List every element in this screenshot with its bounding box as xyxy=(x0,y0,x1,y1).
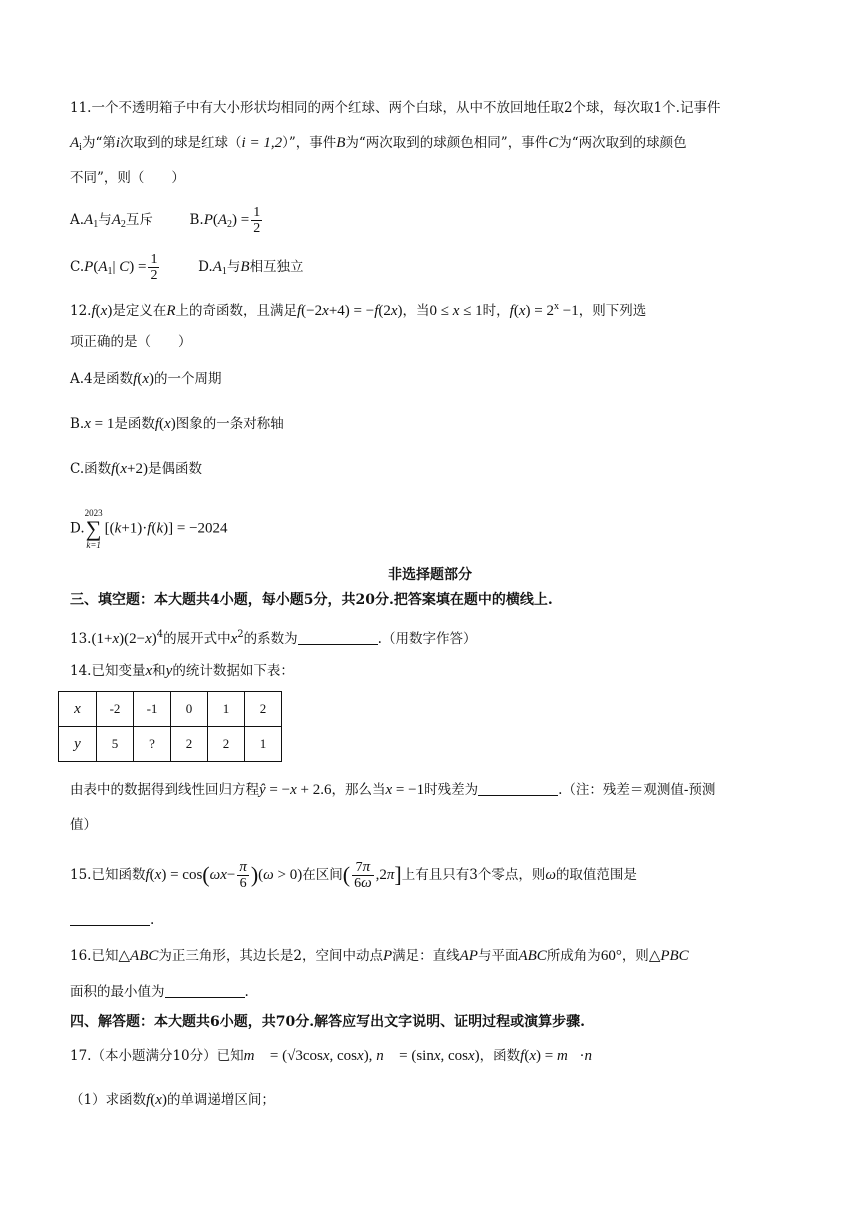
q11-line2: $A_i$为“第i次取到的球是红球（i = 1,2）”，事件B为“两次取到的球颜色相同”，事件C为“两次取到的球颜色 xyxy=(70,135,687,153)
q14-line3: 值） xyxy=(70,817,97,833)
q14-answer-blank[interactable] xyxy=(478,781,558,796)
q15-answer-blank[interactable] xyxy=(70,911,150,926)
q12-option-b: B.x = 1是函数f(x)图象的一条对称轴 xyxy=(70,416,284,432)
q12-line1: 12.f(x)是定义在R上的奇函数，且满足f(−2x+4) = −f(2x)，当0 ≤ x ≤ 1时，$f(x) = 2^x -1$，则下列选 xyxy=(70,301,647,319)
table-cell: ? xyxy=(134,727,171,762)
q11-line1: 11.一个不透明箱子中有大小形状均相同的两个红球、两个白球，从中不放回地任取2个球，每次取1个.记事件 xyxy=(70,100,721,116)
table-header-x: x xyxy=(59,692,97,727)
q15-line2: . xyxy=(70,910,800,930)
section-nonchoice-heading: 非选择题部分 xyxy=(388,567,472,583)
q11-options-ab: $A.A_1$与$A_2$互斥 $B.P(A_2)$ = $\frac{1}{2}$ xyxy=(70,205,261,236)
table-cell: -2 xyxy=(97,692,134,727)
table-row-x xyxy=(59,692,282,727)
q16-answer-blank[interactable] xyxy=(165,983,245,998)
q12-option-a: A.4是函数f(x)的一个周期 xyxy=(70,371,222,387)
q12-option-c: C.函数f(x+2)是偶函数 xyxy=(70,461,202,477)
q17-line1: 17.（本小题满分10分）已知m⃗ = (√3cosx, cosx), n⃗ = (sinx, cosx)，函数f(x) = m⃗·n⃗ xyxy=(70,1048,604,1064)
q16-line2: 面积的最小值为 . xyxy=(70,984,249,1000)
q12-option-d: D. 2023 ∑ k=1 [(k+1)·f(k)] = −2024 xyxy=(70,508,228,550)
q17-part1: （1）求函数f(x)的单调递增区间； xyxy=(70,1092,275,1108)
table-cell: 2 xyxy=(245,692,282,727)
q14-line1: 14.已知变量x和y的统计数据如下表： xyxy=(70,663,294,679)
q13-line: $13.(1+x)(2-x)^4$的展开式中$x^2$的系数为 .（用数字作答） xyxy=(70,629,477,647)
table-cell: 1 xyxy=(208,692,245,727)
table-cell: 5 xyxy=(97,727,134,762)
q14-data-table xyxy=(58,691,282,762)
q12-line2: 项正确的是（ ） xyxy=(70,334,192,350)
q14-line2: 由表中的数据得到线性回归方程ŷ = −x + 2.6，那么当x = −1时残差为 .（注：残差＝观测值-预测 xyxy=(70,782,716,798)
q11-options-cd: $C.P(A_1|$ C) = $\frac{1}{2}$ $D.A_1$与B相互独立 xyxy=(70,252,304,283)
summation-sign: 2023 ∑ k=1 xyxy=(84,508,103,550)
q11-line3: 不同”，则（ ） xyxy=(70,170,185,186)
table-cell: 0 xyxy=(171,692,208,727)
half-fraction: $\frac{1}{2}$ xyxy=(253,205,261,236)
table-row-y xyxy=(59,727,282,762)
pi-over-6-fraction: $\frac{\pi}{6}$ xyxy=(239,859,247,891)
q13-answer-blank[interactable] xyxy=(298,630,378,645)
section3-heading: 三、填空题：本大题共4小题，每小题5分，共20分.把答案填在题中的横线上. xyxy=(70,592,553,608)
table-cell: 1 xyxy=(245,727,282,762)
q16-line1: 16.已知△ABC为正三角形，其边长是2，空间中动点P满足：直线AP与平面ABC所成角为60°，则△PBC xyxy=(70,948,689,964)
q15-line1: 15.已知函数f(x) = cos(ωx− $\frac{\pi}{6}$ )(ω > 0)在区间( $\frac{7\pi}{6\omega}$ ,2π]上有且只有3个零点，则ω的取值范围是 xyxy=(70,859,637,891)
seven-pi-fraction: $\frac{7\pi}{6\omega}$ xyxy=(354,859,372,891)
table-cell: 2 xyxy=(208,727,245,762)
table-cell: -1 xyxy=(134,692,171,727)
section4-heading: 四、解答题：本大题共6小题，共70分.解答应写出文字说明、证明过程或演算步骤. xyxy=(70,1014,585,1030)
table-cell: 2 xyxy=(171,727,208,762)
table-header-y: y xyxy=(59,727,97,762)
half-fraction-c: $\frac{1}{2}$ xyxy=(150,252,158,283)
